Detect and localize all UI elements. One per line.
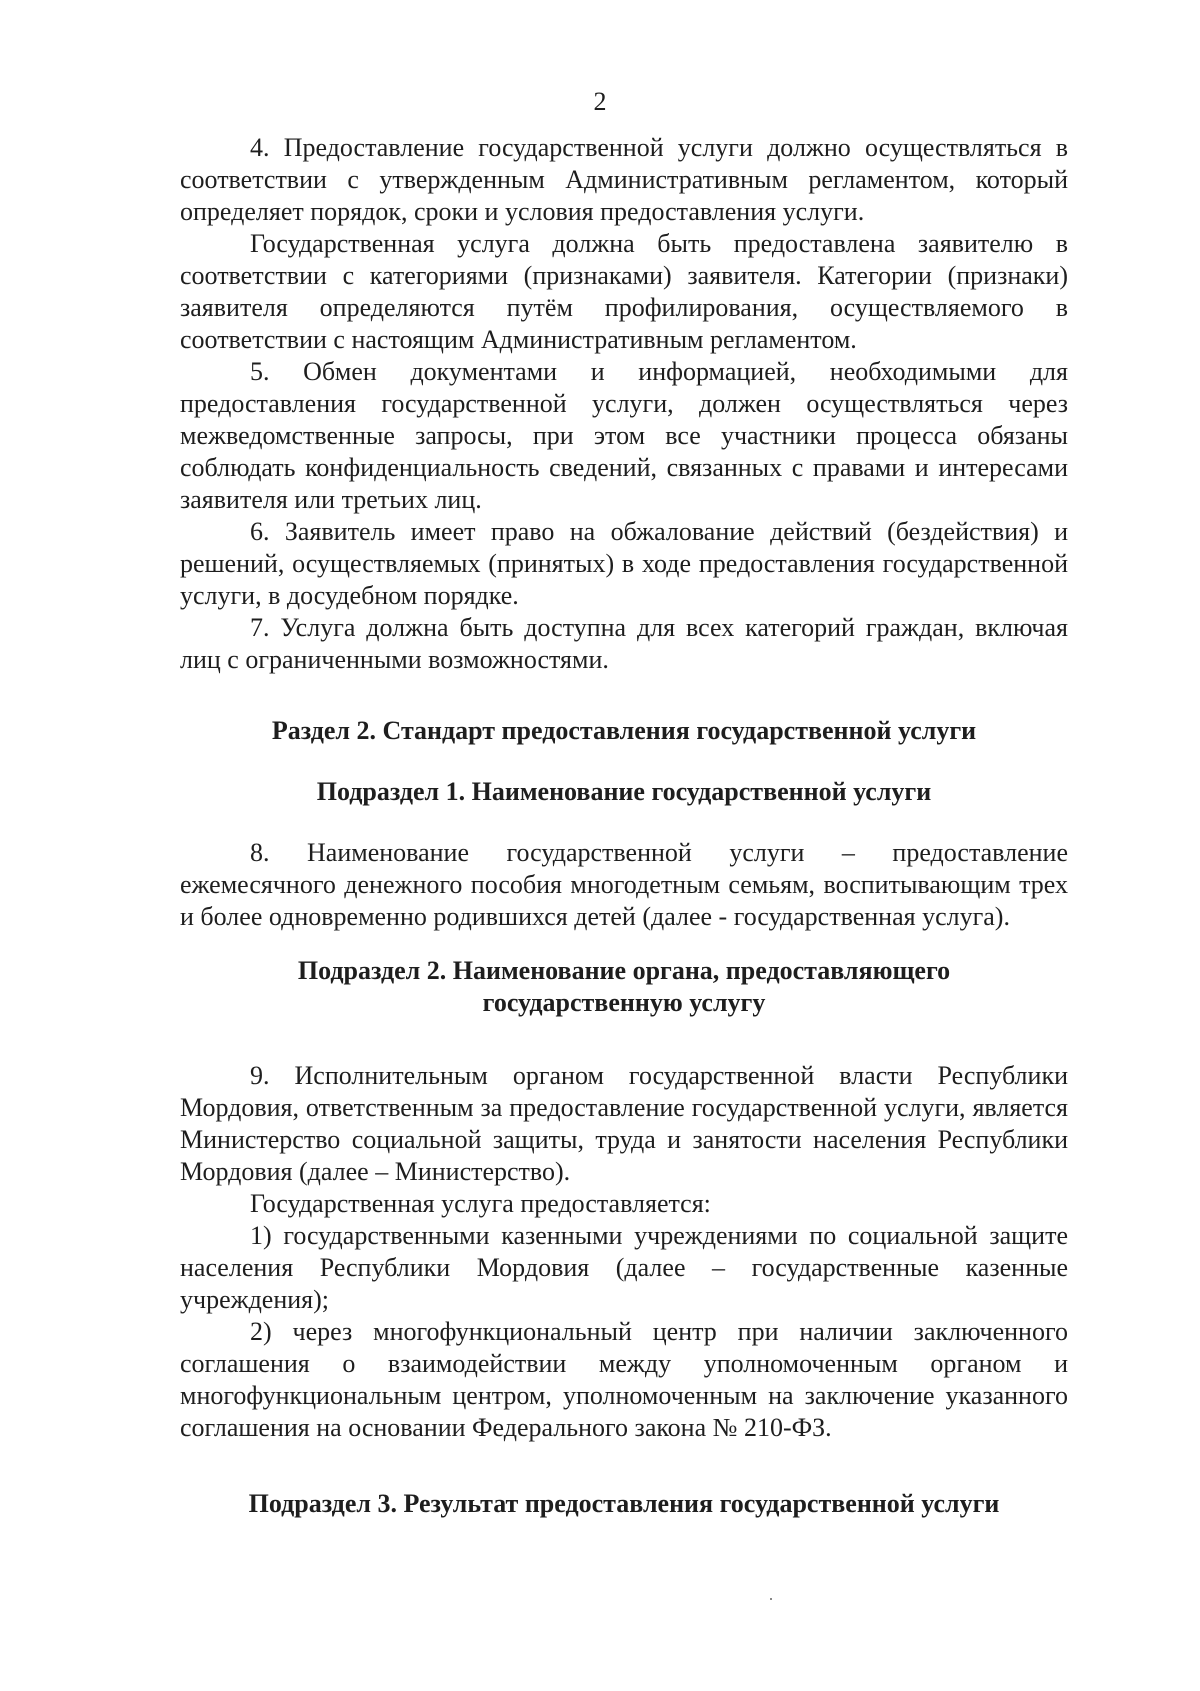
paragraph-item-1: 1) государственными казенными учреждениями по социальной защите населения Республики Мордовия (далее – государственные казенные учреждения);	[180, 1221, 1068, 1314]
paragraph-applicant-categories: Государственная услуга должна быть предоставлена заявителю в соответствии с категориями (признаками) заявителя. Категории (признаки) заявителя определяются путём профилирования, осуществляемого в соответствии с настоящим Административным регламентом.	[180, 229, 1068, 354]
subsection-2-heading-line-1: Подраздел 2. Наименование органа, предоставляющего	[297, 956, 951, 985]
document-body	[180, 132, 1068, 1520]
section-2-heading: Раздел 2. Стандарт предоставления государственной услуги	[271, 716, 977, 745]
subsection-2-heading	[180, 955, 1068, 1019]
paragraph-9: 9. Исполнительным органом государственной власти Республики Мордовия, ответственным за предоставление государственной услуги, является Министерство социальной защиты, труда и занятости населения Республики Мордовия (далее – Министерство).	[180, 1061, 1068, 1186]
paragraph-6: 6. Заявитель имеет право на обжалование действий (бездействия) и решений, осуществляемых (принятых) в ходе предоставления государственной услуги, в досудебном порядке.	[180, 517, 1068, 610]
paragraph-7: 7. Услуга должна быть доступна для всех категорий граждан, включая лиц с ограниченными возможностями.	[180, 613, 1068, 674]
scan-speck	[770, 1598, 772, 1600]
subsection-1-heading: Подраздел 1. Наименование государственной услуги	[316, 777, 932, 806]
paragraph-service-provided-by: Государственная услуга предоставляется:	[250, 1189, 711, 1218]
page-number: 2	[593, 87, 607, 116]
paragraph-4: 4. Предоставление государственной услуги должно осуществляться в соответствии с утвержденным Административным регламентом, который определяет порядок, сроки и условия предоставления услуги.	[180, 133, 1068, 226]
subsection-2-heading-line-2: государственную услугу	[482, 988, 766, 1017]
subsection-3-heading: Подраздел 3. Результат предоставления государственной услуги	[248, 1489, 1000, 1518]
paragraph-5: 5. Обмен документами и информацией, необходимыми для предоставления государственной услуги, должен осуществляться через межведомственные запросы, при этом все участники процесса обязаны соблюдать конфиденциальность сведений, связанных с правами и интересами заявителя или третьих лиц.	[180, 357, 1068, 514]
paragraph-8: 8. Наименование государственной услуги – предоставление ежемесячного денежного пособия многодетным семьям, воспитывающим трех и более одновременно родившихся детей (далее - государственная услуга).	[180, 838, 1068, 931]
paragraph-item-2: 2) через многофункциональный центр при наличии заключенного соглашения о взаимодействии между уполномоченным органом и многофункциональным центром, уполномоченным на заключение указанного соглашения на основании Федерального закона № 210-ФЗ.	[180, 1317, 1068, 1442]
